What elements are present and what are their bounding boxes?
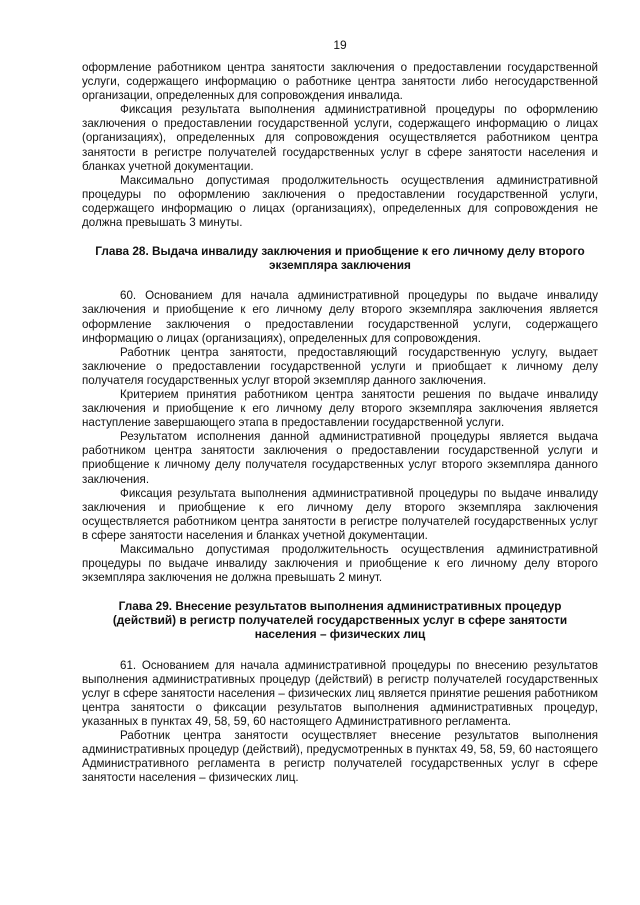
paragraph: Максимально допустимая продолжительность осуществления административной процедуры по оформлению заключения о предоставлении государственной услуги, содержащего информацию о лицах (организациях), определенных для сопровождения не должна превышать 3 минуты. (82, 173, 598, 230)
page-number: 19 (333, 38, 347, 52)
paragraph: Работник центра занятости осуществляет внесение результатов выполнения административных процедур (действий), предусмотренных в пунктах 49, 58, 59, 60 настоящего Административного регламента в регистр получателей государственных услуг в сфере занятости населения – физических лиц. (82, 729, 598, 785)
paragraph: Критерием принятия работником центра занятости решения по выдаче инвалиду заключения и приобщение к его личному делу второго экземпляра заключения является наступление завершающего этапа в предоставлении государственной услуги. (82, 387, 598, 430)
paragraph: Результатом исполнения данной административной процедуры является выдача работником центра занятости заключения о предоставлении государственной услуги и приобщение к личному делу получателя государственных услуг второго экземпляра данного заключения. (82, 430, 598, 486)
paragraph: оформление работником центра занятости заключения о предоставлении государственной услуги, содержащего информацию о работнике центра занятости либо негосударственной организации, определенных для сопровождения инвалида. (82, 61, 598, 103)
paragraph: Фиксация результата выполнения административной процедуры по выдаче инвалиду заключения и приобщение к его личному делу второго экземпляра заключения осуществляется работником центра занятости в регистре получателей государственных услуг в сфере занятости населения и бланках учетной документации. (82, 486, 598, 542)
paragraph: 60. Основанием для начала административной процедуры по выдаче инвалиду заключения и приобщение к его личному делу второго экземпляра заключения является оформление заключения о предоставлении государственной услуги, содержащего информацию о лицах (организациях), определенных для сопровождения. (82, 289, 598, 345)
paragraph: Работник центра занятости, предоставляющий государственную услугу, выдает заключение о предоставлении государственной услуги и приобщает к личному делу получателя государственных услуг второй экземпляр данного заключения. (82, 345, 598, 387)
chapter-29-heading: Глава 29. Внесение результатов выполнения административных процедур (действий) в регистр получателей государственных услуг в сфере занятости населения – физических лиц (112, 599, 568, 642)
chapter-28-heading: Глава 28. Выдача инвалиду заключения и приобщение к его личному делу второго экземпляра заключения (95, 244, 585, 273)
paragraph: Фиксация результата выполнения административной процедуры по оформлению заключения о предоставлении государственной услуги, содержащего информацию о лицах (организациях), определенных для сопровождения осуществляется работником центра занятости в регистре получателей государственных услуг в сфере занятости населения и бланках учетной документации. (82, 103, 598, 173)
paragraph: Максимально допустимая продолжительность осуществления административной процедуры по выдаче инвалиду заключения и приобщение к его личному делу второго экземпляра заключения не должна превышать 2 минут. (82, 543, 598, 585)
paragraph: 61. Основанием для начала административной процедуры по внесению результатов выполнения административных процедур (действий) в регистр получателей государственных услуг в сфере занятости населения – физических лиц является принятие решения работником центра занятости о фиксации результатов выполнения административных процедур, указанных в пунктах 49, 58, 59, 60 настоящего Административного регламента. (82, 658, 598, 728)
